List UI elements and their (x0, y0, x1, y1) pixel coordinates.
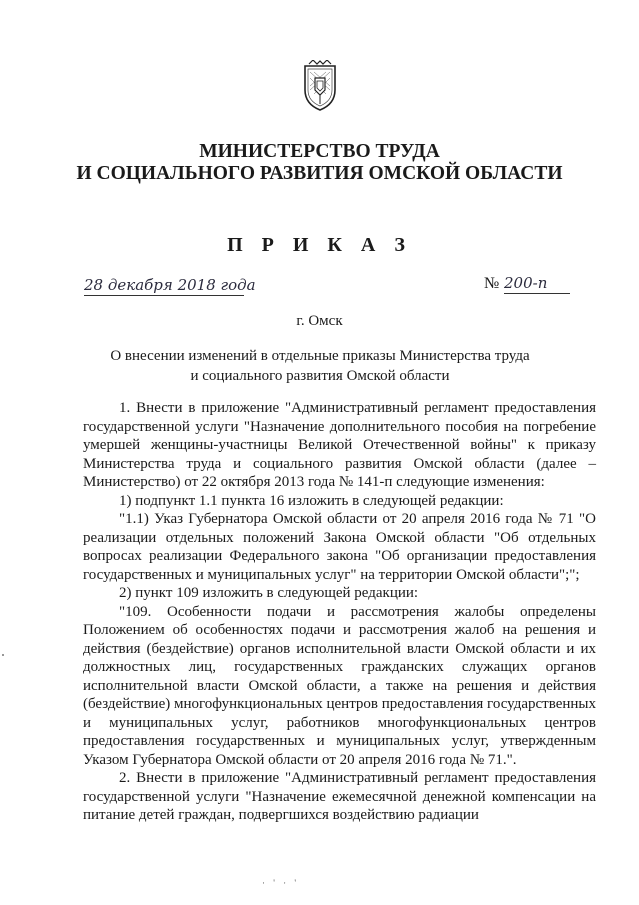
subject-line2: и социального развития Омской области (190, 368, 450, 384)
order-subject (90, 346, 550, 386)
ministry-name-line1: МИНИСТЕРСТВО ТРУДА (199, 141, 440, 162)
handwritten-order-number: 200-п (504, 274, 570, 294)
handwritten-date: 28 декабря 2018 года (84, 276, 256, 294)
paragraph-4: 2) пункт 109 изложить в следующей редакции: (119, 585, 419, 601)
paragraph-1: 1. Внести в приложение "Административный регламент предоставления государственной услуги "Назначение дополнительного пособия на погребение умершей женщины-участницы Великой Отечественной войны" к приказу Министерства труда и социального развития Омской области (далее – Министерство) от 22 октября 2013 года № 141-п следующие изменения: (83, 400, 596, 490)
city-line: г. Омск (296, 313, 343, 329)
number-label: № (484, 275, 500, 292)
subject-line1: О внесении изменений в отдельные приказы Министерства труда (110, 348, 530, 364)
coat-of-arms-icon (302, 60, 338, 112)
paragraph-5: "109. Особенности подачи и рассмотрения жалобы определены Положением об особенностях подачи и рассмотрения жалоб на решения и действия (бездействие) органов исполнительной власти Омской области и их должностных лиц, государственных гражданских служащих органов исполнительной власти Омской области, а также на решения и действия (бездействие) многофункциональных центров предоставления государственных и муниципальных услуг, работников многофункциональных центров предоставления государственных и муниципальных услуг, утвержденным Указом Губернатора Омской области от 20 апреля 2016 года № 71.". (83, 603, 596, 768)
scan-speck (2, 654, 4, 656)
ministry-name-line2: И СОЦИАЛЬНОГО РАЗВИТИЯ ОМСКОЙ ОБЛАСТИ (76, 163, 563, 184)
paragraph-6: 2. Внести в приложение "Административный регламент предоставления государственной услуги "Назначение ежемесячной денежной компенсации на питание детей граждан, подвергшихся воздействию радиации (83, 770, 596, 823)
document-body (83, 399, 596, 825)
scan-artifact-marks: · ' · ' (262, 878, 299, 888)
paragraph-2: 1) подпункт 1.1 пункта 16 изложить в следующей редакции: (119, 492, 504, 509)
document-type-title: П Р И К А З (227, 234, 412, 256)
paragraph-3: "1.1) Указ Губернатора Омской области от 20 апреля 2016 года № 71 "О реализации отдельных положений Закона Омской области "Об отдельных вопросах реализации Федерального закона "Об организации предоставления государственных и муниципальных услуг" на территории Омской области";"; (83, 511, 596, 583)
